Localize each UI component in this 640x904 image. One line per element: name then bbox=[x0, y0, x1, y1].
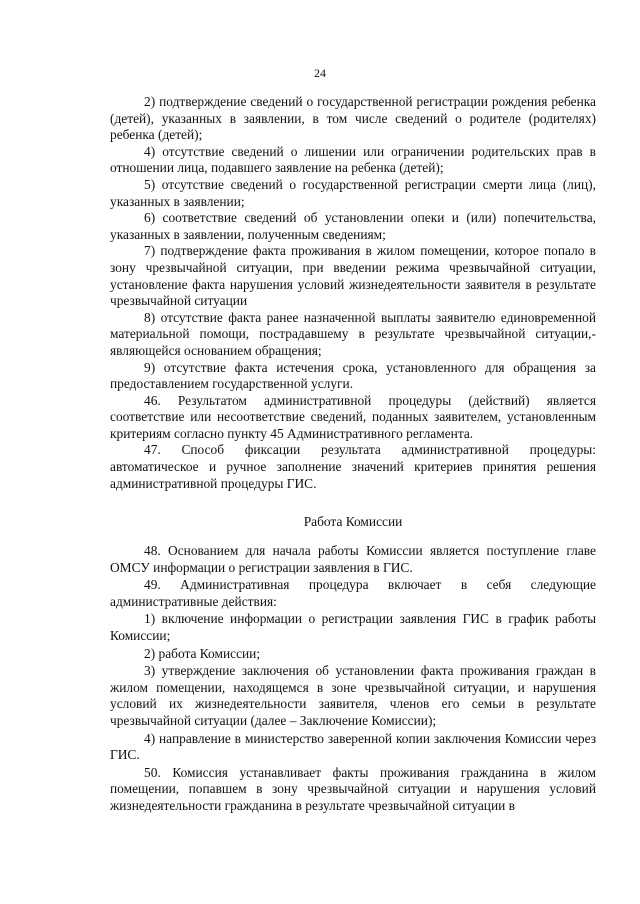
list-item: 9) отсутствие факта истечения срока, установленного для обращения за предоставлением государственной услуги. bbox=[110, 359, 596, 392]
paragraph-49: 49. Административная процедура включает в себя следующие административные действия: bbox=[110, 577, 596, 609]
page-number: 24 bbox=[314, 66, 326, 80]
paragraph-48: 48. Основанием для начала работы Комиссии является поступление главе ОМСУ информации о регистрации заявления в ГИС. bbox=[110, 543, 596, 575]
paragraph-47: 47. Способ фиксации результата административной процедуры: автоматическое и ручное заполнение значений критериев принятия решения административной процедуры ГИС. bbox=[110, 442, 596, 491]
list-item: 6) соответствие сведений об установлении опеки и (или) попечительства, указанных в заявлении, полученным сведениям; bbox=[110, 210, 596, 242]
paragraph-50: 50. Комиссия устанавливает факты проживания гражданина в жилом помещении, попавшем в зону чрезвычайной ситуации и нарушения условий жизнедеятельности гражданина в результате чрезвычайной ситуации в bbox=[110, 764, 596, 813]
criteria-section bbox=[110, 94, 596, 492]
paragraph-46: 46. Результатом административной процедуры (действий) является соответствие или несоответствие сведений, поданных заявителем, установленным критериям согласно пункту 45 Административного регламента. bbox=[110, 392, 596, 441]
list-item: 7) подтверждение факта проживания в жилом помещении, которое попало в зону чрезвычайной ситуации, при введении режима чрезвычайной ситуации, установление факта нарушения условий жизнедеятельности заявителя в результате чрезвычайной ситуации bbox=[110, 243, 596, 309]
action-item: 2) работа Комиссии; bbox=[144, 645, 261, 661]
list-item: 5) отсутствие сведений о государственной регистрации смерти лица (лиц), указанных в заявлении; bbox=[110, 176, 596, 209]
section-heading: Работа Комиссии bbox=[303, 514, 403, 529]
action-item: 1) включение информации о регистрации заявления ГИС в график работы Комиссии; bbox=[110, 611, 596, 643]
action-item: 4) направление в министерство заверенной копии заключения Комиссии через ГИС. bbox=[110, 730, 596, 763]
action-item: 3) утверждение заключения об установлении факта проживания граждан в жилом помещении, находящемся в зоне чрезвычайной ситуации, и нарушения условий их жизнедеятельности заявителя, членов его семьи в результате чрезвычайной ситуации (далее – Заключение Комиссии); bbox=[110, 663, 596, 728]
list-item: 2) подтверждение сведений о государственной регистрации рождения ребенка (детей), указанных в заявлении, в том числе сведений о родителе (родителях) ребенка (детей); bbox=[110, 94, 596, 143]
list-item: 8) отсутствие факта ранее назначенной выплаты заявителю единовременной материальной помощи, пострадавшему в результате чрезвычайной ситуации,-являющейся основанием обращения; bbox=[110, 309, 596, 358]
list-item: 4) отсутствие сведений о лишении или ограничении родительских прав в отношении лица, подавшего заявление на ребенка (детей); bbox=[110, 143, 596, 176]
commission-section bbox=[110, 543, 596, 815]
